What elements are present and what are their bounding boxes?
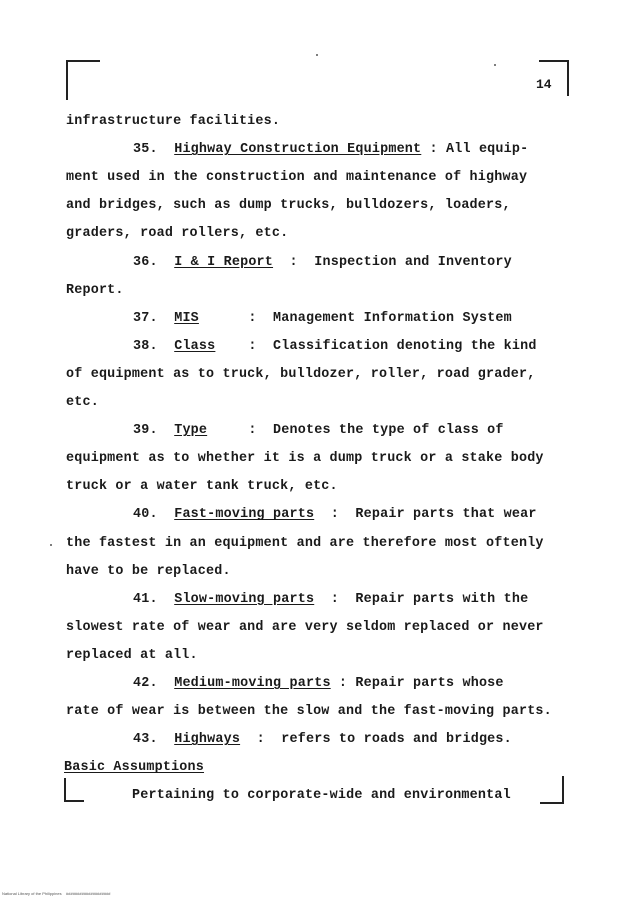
definition-term: Type — [174, 423, 208, 439]
body-text-line: and bridges, such as dump trucks, bulldozers, loaders, — [66, 198, 511, 214]
body-text-line: Pertaining to corporate-wide and environmental — [132, 788, 511, 804]
definition-separator: : — [314, 507, 356, 523]
definition-separator: : — [330, 676, 356, 691]
definition-separator: : — [273, 254, 315, 270]
definition-term: Medium-moving parts — [174, 676, 331, 691]
definition-line — [133, 732, 512, 747]
body-text-line: truck or a water tank truck, etc. — [66, 479, 338, 495]
definition-number: 39. — [133, 423, 158, 439]
scan-speck — [50, 544, 52, 546]
definition-text: Denotes the type of class of — [273, 423, 504, 439]
definition-number: 43. — [133, 732, 158, 748]
body-text-line: slowest rate of wear and are very seldom replaced or never — [66, 619, 544, 635]
definition-line — [133, 311, 512, 326]
definition-number: 40. — [133, 507, 158, 523]
definition-number: 41. — [133, 591, 158, 607]
definition-separator: : — [240, 732, 282, 748]
corner-bracket-bottom-left — [64, 778, 84, 802]
definition-line — [133, 142, 528, 157]
definition-text: Repair parts whose — [355, 676, 504, 691]
scan-speck — [494, 64, 496, 66]
corner-bracket-top-left — [66, 60, 100, 100]
definition-text: Management Information System — [273, 310, 512, 326]
body-text-line: Report. — [66, 282, 124, 298]
body-text-line: etc. — [66, 395, 99, 410]
body-text-line: equipment as to whether it is a dump truck or a stake body — [66, 451, 544, 467]
body-text-line: ment used in the construction and maintenance of highway — [66, 170, 528, 186]
definition-line — [133, 255, 512, 270]
definition-number: 42. — [133, 676, 158, 691]
definition-term: MIS — [174, 310, 199, 326]
definition-text: All equip- — [446, 142, 529, 158]
definition-separator: : — [207, 423, 274, 439]
definition-term: Highways — [174, 732, 241, 748]
body-text-line: infrastructure facilities. — [66, 114, 281, 129]
definition-line — [133, 339, 537, 354]
definition-line — [133, 423, 504, 438]
definition-text: refers to roads and bridges. — [281, 732, 512, 748]
definition-separator: : — [215, 338, 274, 354]
body-text-line: rate of wear is between the slow and the fast-moving parts. — [66, 704, 552, 720]
body-text-line: graders, road rollers, etc. — [66, 226, 289, 242]
definition-term: I & I Report — [174, 254, 274, 270]
definition-term: Fast-moving parts — [174, 507, 315, 523]
definition-line — [133, 592, 528, 607]
scan-speck — [316, 54, 318, 56]
body-text-line: the fastest in an equipment and are therefore most oftenly — [66, 535, 544, 551]
definition-text: Repair parts that wear — [355, 507, 537, 523]
definition-number: 37. — [133, 310, 158, 326]
footer-watermark: National Library of the Philippines #################### — [2, 891, 111, 896]
definition-separator: : — [198, 310, 274, 326]
definition-text: Classification denoting the kind — [273, 338, 537, 354]
definition-line — [133, 676, 504, 691]
corner-bracket-bottom-right — [540, 776, 564, 804]
section-heading: Basic Assumptions — [64, 760, 205, 776]
definition-text: Inspection and Inventory — [314, 254, 512, 270]
definition-separator: : — [421, 142, 446, 158]
definition-term: Class — [174, 338, 216, 354]
body-text-line: have to be replaced. — [66, 563, 231, 579]
definition-number: 38. — [133, 338, 158, 354]
definition-term: Highway Construction Equipment — [174, 142, 422, 158]
definition-number: 36. — [133, 254, 158, 270]
body-text-line: of equipment as to truck, bulldozer, roller, road grader, — [66, 366, 536, 382]
definition-term: Slow-moving parts — [174, 591, 315, 607]
definition-text: Repair parts with the — [355, 591, 529, 607]
definition-number: 35. — [133, 142, 158, 158]
body-text-line: replaced at all. — [66, 647, 198, 663]
page-number: 14 — [536, 77, 552, 92]
definition-separator: : — [314, 591, 356, 607]
definition-line — [133, 507, 537, 522]
